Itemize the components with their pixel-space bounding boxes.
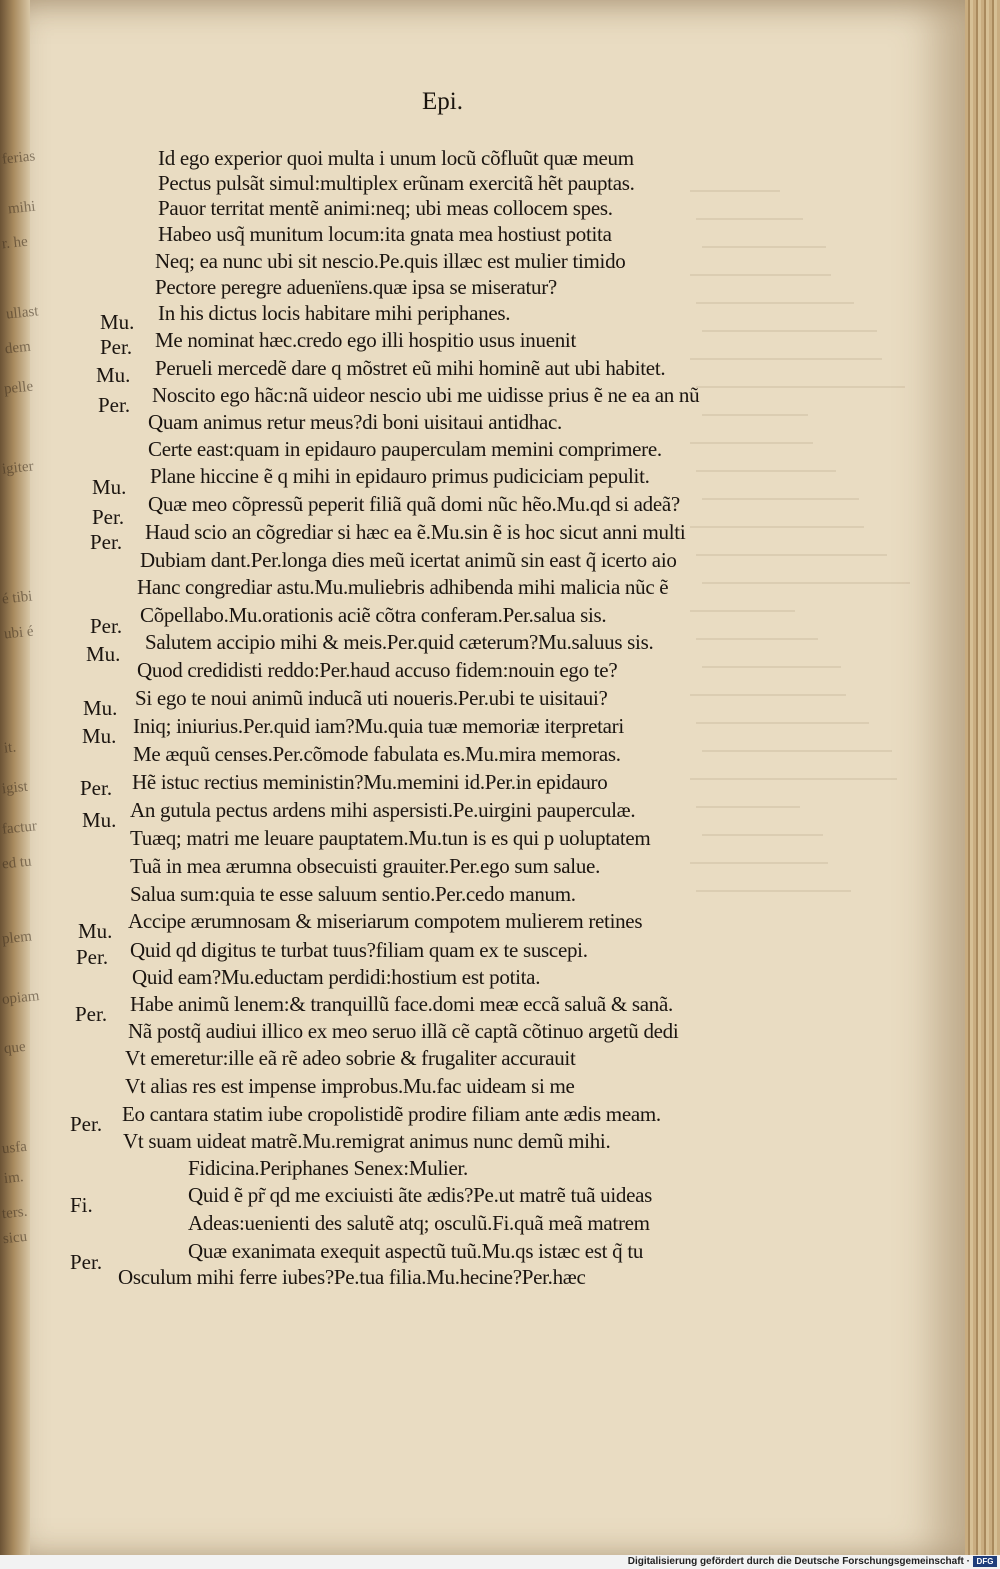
show-through-line bbox=[702, 666, 841, 668]
margin-fragment: sicu bbox=[2, 1228, 28, 1248]
text-line: Noscito ego hãc:nã uideor nescio ubi me uidisse prius ẽ ne ea an nũ bbox=[152, 383, 700, 407]
speaker-label: Per. bbox=[90, 614, 123, 638]
text-line: Me æquũ censes.Per.cõmode fabulata es.Mu.mira memoras. bbox=[133, 742, 621, 766]
text-line: Nã postq̃ audiui illico ex meo seruo illã cẽ captã cõtinuo argetũ dedi bbox=[128, 1019, 679, 1043]
text-line: Plane hiccine ẽ q mihi in epidauro primus pudiciciam pepulit. bbox=[150, 464, 650, 488]
show-through-line bbox=[702, 330, 877, 332]
show-through-line bbox=[690, 694, 846, 696]
speaker-label: Per. bbox=[70, 1112, 103, 1136]
speaker-label: Per. bbox=[92, 505, 125, 529]
text-line: Hanc congrediar astu.Mu.muliebris adhibenda mihi malicia nũc ẽ bbox=[137, 575, 669, 599]
speaker-label: Mu. bbox=[82, 808, 117, 832]
show-through-line bbox=[696, 218, 803, 220]
text-line: Quid qd digitus te turbat tuus?filiam quam ex te suscepi. bbox=[130, 938, 588, 962]
text-line: Pauor territat mentẽ animi:neq; ubi meas collocem spes. bbox=[158, 196, 613, 220]
margin-fragment: igiter bbox=[1, 458, 35, 478]
text-line: Iniq; iniurius.Per.quid iam?Mu.quia tuæ memoriæ iterpretari bbox=[133, 714, 624, 738]
text-line: Habeo usq̃ munitum locum:ita gnata mea hostiust potita bbox=[158, 222, 612, 246]
show-through-line bbox=[702, 498, 859, 500]
text-line: Accipe ærumnosam & miseriarum compotem mulierem retines bbox=[128, 909, 643, 933]
show-through-line bbox=[702, 582, 910, 584]
margin-fragment: r. he bbox=[1, 233, 29, 253]
speaker-label: Per. bbox=[80, 776, 113, 800]
margin-fragment: é tibi bbox=[1, 588, 34, 608]
show-through-line bbox=[690, 526, 864, 528]
text-line: Cõpellabo.Mu.orationis aciẽ cõtra conferam.Per.salua sis. bbox=[140, 603, 607, 627]
text-line: In his dictus locis habitare mihi periphanes. bbox=[158, 301, 511, 325]
speaker-label: Mu. bbox=[83, 696, 118, 720]
speaker-label: Per. bbox=[70, 1250, 103, 1274]
margin-fragment: it. bbox=[3, 739, 17, 757]
show-through-line bbox=[696, 722, 869, 724]
show-through-line bbox=[702, 414, 808, 416]
text-line: Quam animus retur meus?di boni uisitaui antidhac. bbox=[148, 410, 562, 434]
text-line: Neq; ea nunc ubi sit nescio.Pe.quis illæc est mulier timido bbox=[155, 249, 626, 273]
speaker-label: Mu. bbox=[100, 310, 135, 334]
speaker-label: Fi. bbox=[70, 1193, 93, 1217]
text-line: Salua sum:quia te esse saluum sentio.Per.cedo manum. bbox=[130, 882, 576, 906]
show-through-line bbox=[690, 358, 882, 360]
book-edge bbox=[965, 0, 1000, 1562]
show-through-line bbox=[702, 246, 826, 248]
text-line: Quæ exanimata exequit aspectũ tuũ.Mu.qs istæc est q̃ tu bbox=[188, 1239, 644, 1263]
show-through-line bbox=[702, 834, 823, 836]
show-through-line bbox=[696, 554, 887, 556]
text-line: Adeas:uenienti des salutẽ atq; osculũ.Fi.quã meã matrem bbox=[188, 1211, 650, 1235]
show-through-line bbox=[696, 638, 818, 640]
text-line: Dubiam dant.Per.longa dies meũ icertat animũ sin east q̃ icerto aio bbox=[140, 548, 677, 572]
margin-fragment: opiam bbox=[1, 988, 41, 1008]
margin-fragment: plem bbox=[1, 928, 33, 948]
speaker-label: Per. bbox=[98, 393, 131, 417]
margin-fragment: dem bbox=[4, 338, 32, 358]
margin-fragment: que bbox=[3, 1038, 27, 1058]
footer-bar bbox=[0, 1555, 1000, 1569]
text-line: Quid ẽ pr̃ qd me exciuisti ãte ædis?Pe.ut matrẽ tuã uideas bbox=[188, 1183, 653, 1207]
show-through-line bbox=[690, 274, 831, 276]
text-line: Quod credidisti reddo:Per.haud accuso fidem:nouin ego te? bbox=[137, 658, 618, 682]
text-line: Perueli mercedẽ dare q mõstret eũ mihi hominẽ aut ubi habitet. bbox=[155, 356, 666, 380]
folio-heading: Epi. bbox=[422, 88, 463, 115]
text-line: Certe east:quam in epidauro pauperculam memini comprimere. bbox=[148, 437, 662, 461]
speaker-label: Per. bbox=[75, 1002, 108, 1026]
text-line: Salutem accipio mihi & meis.Per.quid cæterum?Mu.saluus sis. bbox=[145, 630, 654, 654]
text-line: An gutula pectus ardens mihi aspersisti.Pe.uirgini pauperculæ. bbox=[130, 798, 636, 822]
text-line: Hẽ istuc rectius meministin?Mu.memini id.Per.in epidauro bbox=[132, 770, 608, 794]
speaker-label: Mu. bbox=[92, 475, 127, 499]
text-line: Quid eam?Mu.eductam perdidi:hostium est potita. bbox=[132, 965, 541, 989]
speaker-label: Mu. bbox=[82, 724, 117, 748]
margin-fragment: im. bbox=[3, 1169, 25, 1187]
show-through-line bbox=[690, 862, 828, 864]
text-line: Vt emeretur:ille eã rẽ adeo sobrie & frugaliter accurauit bbox=[125, 1046, 576, 1070]
margin-fragment: factur bbox=[1, 818, 38, 838]
show-through-line bbox=[696, 302, 854, 304]
show-through-line bbox=[690, 610, 795, 612]
text-line: Haud scio an cõgrediar si hæc ea ẽ.Mu.sin ẽ is hoc sicut anni multi bbox=[145, 520, 686, 544]
margin-fragment: pelle bbox=[3, 378, 34, 398]
margin-fragment: ed tu bbox=[1, 853, 33, 873]
show-through-line bbox=[702, 750, 892, 752]
margin-fragment: ullast bbox=[5, 303, 40, 323]
text-line: Eo cantara statim iube cropolistidẽ prodire filiam ante ædis meam. bbox=[122, 1102, 661, 1126]
text-line: Id ego experior quoi multa i unum locũ cõfluũt quæ meum bbox=[158, 146, 634, 170]
show-through-line bbox=[696, 890, 851, 892]
show-through-line bbox=[690, 778, 897, 780]
dfg-logo: DFG bbox=[973, 1556, 997, 1567]
text-line: Pectus pulsãt simul:multiplex erũnam exercitã hẽt pauptas. bbox=[158, 171, 635, 195]
margin-fragment: ferias bbox=[1, 148, 37, 168]
text-line: Tuã in mea ærumna obsecuisti grauiter.Per.ego sum salue. bbox=[130, 854, 601, 878]
margin-fragment: mihi bbox=[7, 198, 37, 218]
show-through-line bbox=[696, 386, 905, 388]
margin-fragment: ubi é bbox=[3, 623, 35, 643]
text-line: Quæ meo cõpressũ peperit filiã quã domi nũc hẽo.Mu.qd si adeã? bbox=[148, 492, 680, 516]
text-line: Me nominat hæc.credo ego illi hospitio usus inuenit bbox=[155, 328, 576, 352]
text-line: Pectore peregre aduenïens.quæ ipsa se miseratur? bbox=[155, 275, 557, 299]
show-through-line bbox=[696, 470, 836, 472]
margin-fragment: igist bbox=[1, 778, 29, 798]
footer-credit: Digitalisierung gefördert durch die Deutsche Forschungsgemeinschaft · bbox=[627, 1556, 970, 1567]
speaker-label: Per. bbox=[76, 945, 109, 969]
text-line: Osculum mihi ferre iubes?Pe.tua filia.Mu.hecine?Per.hæc bbox=[118, 1265, 586, 1289]
show-through-line bbox=[696, 806, 800, 808]
text-line: Tuæq; matri me leuare pauptatem.Mu.tun is es qui p uoluptatem bbox=[130, 826, 651, 850]
speaker-label: Per. bbox=[90, 530, 123, 554]
text-line: Fidicina.Periphanes Senex:Mulier. bbox=[188, 1156, 468, 1180]
speaker-label: Mu. bbox=[78, 919, 113, 943]
margin-fragment: usfa bbox=[1, 1138, 28, 1158]
speaker-label: Mu. bbox=[86, 642, 121, 666]
speaker-label: Mu. bbox=[96, 363, 131, 387]
show-through-line bbox=[690, 442, 813, 444]
text-line: Vt alias res est impense improbus.Mu.fac uideam si me bbox=[125, 1074, 575, 1098]
text-line: Si ego te noui animũ inducã uti noueris.Per.ubi te uisitaui? bbox=[135, 686, 608, 710]
text-line: Vt suam uideat matrẽ.Mu.remigrat animus nunc demũ mihi. bbox=[123, 1129, 611, 1153]
text-line: Habe animũ lenem:& tranquillũ face.domi meæ eccã saluã & sanã. bbox=[130, 992, 673, 1016]
speaker-label: Per. bbox=[100, 335, 133, 359]
margin-fragment: ters. bbox=[1, 1203, 29, 1223]
show-through-line bbox=[690, 190, 780, 192]
